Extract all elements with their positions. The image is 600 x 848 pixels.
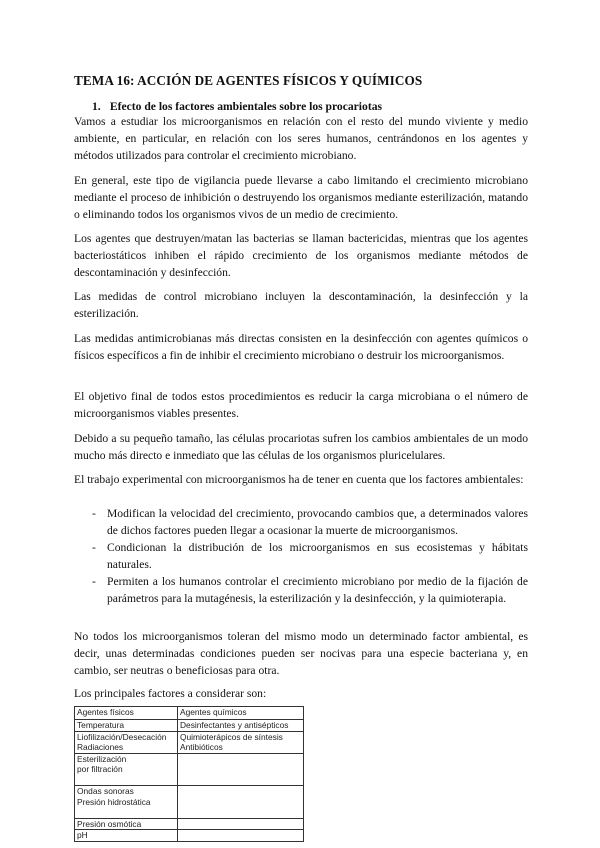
cell-line: Antibióticos [180, 742, 223, 752]
paragraph-tamano: Debido a su pequeño tamaño, las células procariotas sufren los cambios ambientales de un modo mucho más directo e inmediato que las células de los organismos pluricelulares. [74, 432, 528, 462]
section-heading-text: Efecto de los factores ambientales sobre los procariotas [109, 100, 382, 113]
table-row [75, 731, 304, 753]
cell-line: Presión hidrostática [77, 796, 151, 807]
table-row [75, 753, 304, 786]
cell-line: Radiaciones [77, 742, 124, 752]
header-chemical-agents: Agentes químicos [178, 707, 304, 720]
section-number: 1. [92, 100, 101, 113]
table-cell [178, 830, 304, 842]
paragraph-trabajo: El trabajo experimental con microorganismos ha de tener en cuenta que los factores ambientales: [74, 473, 524, 486]
factors-table [74, 706, 304, 842]
table-cell [178, 753, 304, 786]
factors-list [74, 505, 528, 607]
table-row [75, 786, 304, 819]
header-physical-agents: Agentes físicos [75, 707, 178, 720]
cell-line: por filtración [77, 764, 123, 774]
table-cell [75, 731, 178, 753]
paragraph-objetivo: El objetivo final de todos estos procedimientos es reducir la carga microbiana o el número de microorganismos viables presentes. [74, 390, 528, 420]
paragraph-medidas-antimicrobianas: Las medidas antimicrobianas más directas consisten en la desinfección con agentes químicos o físicos específicos a fin de inhibir el crecimiento microbiano o destruir los microorganismos. [74, 332, 528, 362]
paragraph-tolerancia: No todos los microorganismos toleran del mismo modo un determinado factor ambiental, es decir, unas determinadas condiciones pueden ser nocivas para una especie bacteriana y, en cambio, ser neutras o beneficiosas para otra. [74, 630, 528, 677]
table-row [75, 830, 304, 842]
list-item: - Condicionan la distribución de los microorganismos en sus ecosistemas y hábitats naturales. [74, 539, 528, 573]
paragraph-vigilancia: En general, este tipo de vigilancia puede llevarse a cabo limitando el crecimiento microbiano mediante el proceso de inhibición o destruyendo los organismos mediante esterilización, matando o eliminando todos los organismos vivos de un medio de crecimiento. [74, 174, 528, 221]
list-item: - Modifican la velocidad del crecimiento, provocando cambios que, a determinados valores de dichos factores pueden llegar a ocasionar la muerte de microorganismos. [74, 505, 528, 539]
table-cell: Temperatura [75, 720, 178, 732]
table-cell: Desinfectantes y antisépticos [178, 720, 304, 732]
cell-line: Liofilización/Desecación [77, 731, 167, 742]
paragraph-table-intro: Los principales factores a considerar son: [74, 687, 267, 700]
table-cell [75, 753, 178, 786]
table-row [75, 818, 304, 830]
table-cell: Presión osmótica [75, 818, 178, 830]
cell-line [77, 775, 175, 786]
table-cell [75, 786, 178, 819]
document-title: TEMA 16: ACCIÓN DE AGENTES FÍSICOS Y QUÍMICOS [74, 73, 423, 88]
section-heading [92, 100, 382, 113]
paragraph-intro: Vamos a estudiar los microorganismos en relación con el resto del mundo viviente y medio ambiente, en particular, en relación con los seres humanos, centrándonos en los agentes y métodos utilizados para controlar el crecimiento microbiano. [74, 115, 528, 162]
cell-line [77, 807, 175, 818]
cell-line: Esterilización [77, 753, 127, 764]
table-cell [178, 786, 304, 819]
table-row [75, 720, 304, 732]
table-cell: pH [75, 830, 178, 842]
cell-line: Quimioterápicos de síntesis [180, 731, 283, 742]
table-cell [178, 731, 304, 753]
table-cell [178, 818, 304, 830]
paragraph-agentes: Los agentes que destruyen/matan las bacterias se llaman bactericidas, mientras que los agentes bacteriostáticos inhiben el rápido crecimiento de los organismos mediante métodos de descontaminación y desinfección. [74, 232, 528, 279]
cell-line: Ondas sonoras [77, 786, 134, 796]
paragraph-medidas-control: Las medidas de control microbiano incluyen la descontaminación, la desinfección y la esterilización. [74, 290, 528, 320]
table-header-row [75, 707, 304, 720]
list-item: - Permiten a los humanos controlar el crecimiento microbiano por medio de la fijación de parámetros para la mutagénesis, la esterilización y la desinfección, y la quimioterapia. [74, 573, 528, 607]
